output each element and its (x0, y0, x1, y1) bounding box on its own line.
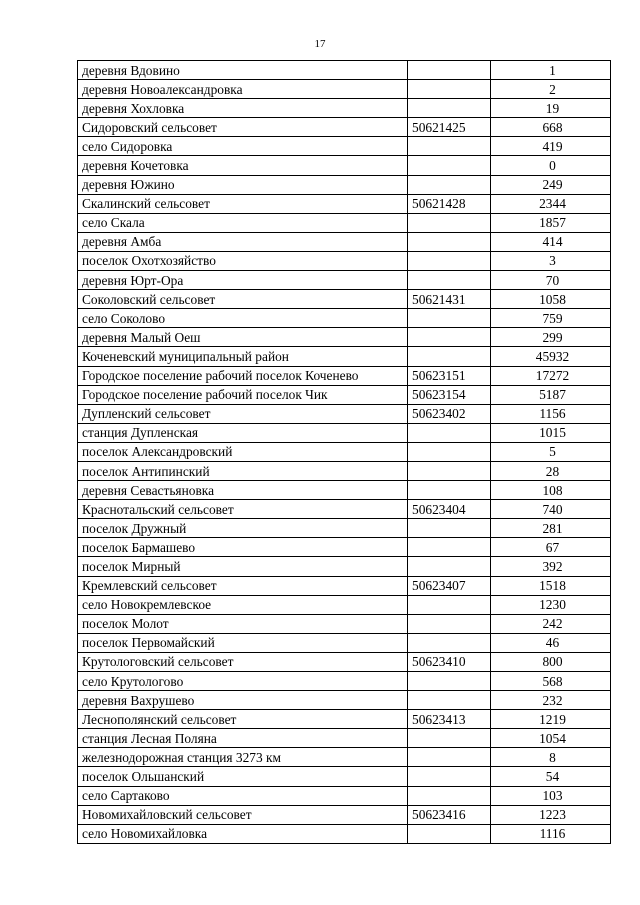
name-cell: село Крутологово (78, 672, 408, 691)
oktmo-code-cell (408, 538, 491, 557)
table-row (78, 805, 611, 824)
oktmo-code-cell (408, 691, 491, 710)
name-cell: Скалинский сельсовет (78, 194, 408, 213)
name-cell: деревня Севастьяновка (78, 481, 408, 500)
table-row (78, 213, 611, 232)
population-cell: 1223 (491, 805, 611, 824)
population-cell: 2 (491, 80, 611, 99)
name-cell: поселок Александровский (78, 442, 408, 461)
name-cell: деревня Вахрушево (78, 691, 408, 710)
table-row (78, 175, 611, 194)
population-cell: 568 (491, 672, 611, 691)
population-cell: 232 (491, 691, 611, 710)
population-cell: 19 (491, 99, 611, 118)
table-row (78, 366, 611, 385)
name-cell: станция Лесная Поляна (78, 729, 408, 748)
table-row (78, 710, 611, 729)
name-cell: село Соколово (78, 309, 408, 328)
population-cell: 45932 (491, 347, 611, 366)
settlement-population-table (77, 60, 611, 844)
population-cell: 5 (491, 442, 611, 461)
name-cell: Краснотальский сельсовет (78, 500, 408, 519)
name-cell: Леснополянский сельсовет (78, 710, 408, 729)
name-cell: поселок Охотхозяйство (78, 251, 408, 270)
table-row (78, 442, 611, 461)
oktmo-code-cell (408, 423, 491, 442)
table-row (78, 538, 611, 557)
oktmo-code-cell (408, 519, 491, 538)
oktmo-code-cell: 50623154 (408, 385, 491, 404)
population-cell: 1 (491, 61, 611, 80)
table-row (78, 500, 611, 519)
name-cell: Кремлевский сельсовет (78, 576, 408, 595)
oktmo-code-cell (408, 328, 491, 347)
population-cell: 1156 (491, 404, 611, 423)
oktmo-code-cell (408, 461, 491, 480)
name-cell: село Новокремлевское (78, 595, 408, 614)
oktmo-code-cell (408, 633, 491, 652)
table-row (78, 137, 611, 156)
name-cell: деревня Южино (78, 175, 408, 194)
table-row (78, 748, 611, 767)
oktmo-code-cell (408, 309, 491, 328)
population-cell: 0 (491, 156, 611, 175)
oktmo-code-cell: 50623402 (408, 404, 491, 423)
population-cell: 70 (491, 271, 611, 290)
name-cell: поселок Первомайский (78, 633, 408, 652)
name-cell: село Новомихайловка (78, 824, 408, 843)
oktmo-code-cell: 50623151 (408, 366, 491, 385)
page-number: 17 (314, 38, 326, 50)
oktmo-code-cell: 50623416 (408, 805, 491, 824)
name-cell: Соколовский сельсовет (78, 290, 408, 309)
oktmo-code-cell (408, 824, 491, 843)
table-row (78, 729, 611, 748)
name-cell: Сидоровский сельсовет (78, 118, 408, 137)
table-row (78, 786, 611, 805)
population-cell: 1015 (491, 423, 611, 442)
population-cell: 1518 (491, 576, 611, 595)
table-row (78, 271, 611, 290)
name-cell: деревня Амба (78, 232, 408, 251)
population-cell: 242 (491, 614, 611, 633)
oktmo-code-cell (408, 748, 491, 767)
oktmo-code-cell (408, 271, 491, 290)
name-cell: Дупленский сельсовет (78, 404, 408, 423)
table-row (78, 691, 611, 710)
population-cell: 1230 (491, 595, 611, 614)
name-cell: деревня Юрт-Ора (78, 271, 408, 290)
table-row (78, 61, 611, 80)
name-cell: поселок Антипинский (78, 461, 408, 480)
table-row (78, 652, 611, 671)
population-cell: 8 (491, 748, 611, 767)
table-row (78, 309, 611, 328)
oktmo-code-cell (408, 672, 491, 691)
population-cell: 759 (491, 309, 611, 328)
name-cell: поселок Мирный (78, 557, 408, 576)
oktmo-code-cell (408, 137, 491, 156)
table-row (78, 576, 611, 595)
oktmo-code-cell: 50623413 (408, 710, 491, 729)
population-cell: 281 (491, 519, 611, 538)
name-cell: деревня Вдовино (78, 61, 408, 80)
name-cell: железнодорожная станция 3273 км (78, 748, 408, 767)
oktmo-code-cell: 50623410 (408, 652, 491, 671)
oktmo-code-cell: 50623404 (408, 500, 491, 519)
name-cell: Городское поселение рабочий поселок Чик (78, 385, 408, 404)
table-row (78, 80, 611, 99)
population-cell: 1857 (491, 213, 611, 232)
population-cell: 1054 (491, 729, 611, 748)
oktmo-code-cell (408, 557, 491, 576)
table-row (78, 194, 611, 213)
table-row (78, 614, 611, 633)
population-cell: 5187 (491, 385, 611, 404)
population-cell: 392 (491, 557, 611, 576)
oktmo-code-cell (408, 595, 491, 614)
oktmo-code-cell: 50621431 (408, 290, 491, 309)
table-row (78, 557, 611, 576)
table-row (78, 461, 611, 480)
table-row (78, 328, 611, 347)
table-row (78, 767, 611, 786)
name-cell: поселок Бармашево (78, 538, 408, 557)
population-cell: 67 (491, 538, 611, 557)
name-cell: поселок Молот (78, 614, 408, 633)
name-cell: село Сидоровка (78, 137, 408, 156)
table-row (78, 672, 611, 691)
population-cell: 2344 (491, 194, 611, 213)
oktmo-code-cell: 50621425 (408, 118, 491, 137)
oktmo-code-cell (408, 729, 491, 748)
population-cell: 108 (491, 481, 611, 500)
oktmo-code-cell (408, 767, 491, 786)
oktmo-code-cell (408, 213, 491, 232)
table-row (78, 118, 611, 137)
name-cell: Коченевский муниципальный район (78, 347, 408, 366)
population-cell: 800 (491, 652, 611, 671)
oktmo-code-cell (408, 156, 491, 175)
population-cell: 1219 (491, 710, 611, 729)
name-cell: Новомихайловский сельсовет (78, 805, 408, 824)
name-cell: деревня Новоалександровка (78, 80, 408, 99)
population-cell: 1116 (491, 824, 611, 843)
oktmo-code-cell (408, 80, 491, 99)
population-cell: 668 (491, 118, 611, 137)
table-row (78, 347, 611, 366)
population-cell: 3 (491, 251, 611, 270)
table-row (78, 385, 611, 404)
population-cell: 299 (491, 328, 611, 347)
table-row (78, 519, 611, 538)
population-cell: 1058 (491, 290, 611, 309)
population-cell: 46 (491, 633, 611, 652)
name-cell: поселок Ольшанский (78, 767, 408, 786)
population-cell: 740 (491, 500, 611, 519)
oktmo-code-cell: 50621428 (408, 194, 491, 213)
name-cell: станция Дупленская (78, 423, 408, 442)
population-cell: 419 (491, 137, 611, 156)
name-cell: поселок Дружный (78, 519, 408, 538)
oktmo-code-cell (408, 232, 491, 251)
name-cell: Городское поселение рабочий поселок Коченево (78, 366, 408, 385)
table-row (78, 423, 611, 442)
population-cell: 28 (491, 461, 611, 480)
table-row (78, 824, 611, 843)
table-row (78, 404, 611, 423)
oktmo-code-cell (408, 442, 491, 461)
name-cell: село Скала (78, 213, 408, 232)
table-row (78, 481, 611, 500)
table-row (78, 156, 611, 175)
name-cell: село Сартаково (78, 786, 408, 805)
population-cell: 103 (491, 786, 611, 805)
oktmo-code-cell: 50623407 (408, 576, 491, 595)
name-cell: Крутологовский сельсовет (78, 652, 408, 671)
table-body (78, 61, 611, 844)
name-cell: деревня Малый Оеш (78, 328, 408, 347)
table-row (78, 595, 611, 614)
table-row (78, 232, 611, 251)
population-cell: 414 (491, 232, 611, 251)
name-cell: деревня Хохловка (78, 99, 408, 118)
oktmo-code-cell (408, 481, 491, 500)
name-cell: деревня Кочетовка (78, 156, 408, 175)
population-cell: 17272 (491, 366, 611, 385)
oktmo-code-cell (408, 251, 491, 270)
oktmo-code-cell (408, 99, 491, 118)
population-cell: 249 (491, 175, 611, 194)
oktmo-code-cell (408, 175, 491, 194)
oktmo-code-cell (408, 61, 491, 80)
table-row (78, 251, 611, 270)
table-row (78, 290, 611, 309)
oktmo-code-cell (408, 614, 491, 633)
table-row (78, 633, 611, 652)
population-cell: 54 (491, 767, 611, 786)
oktmo-code-cell (408, 347, 491, 366)
table-row (78, 99, 611, 118)
oktmo-code-cell (408, 786, 491, 805)
